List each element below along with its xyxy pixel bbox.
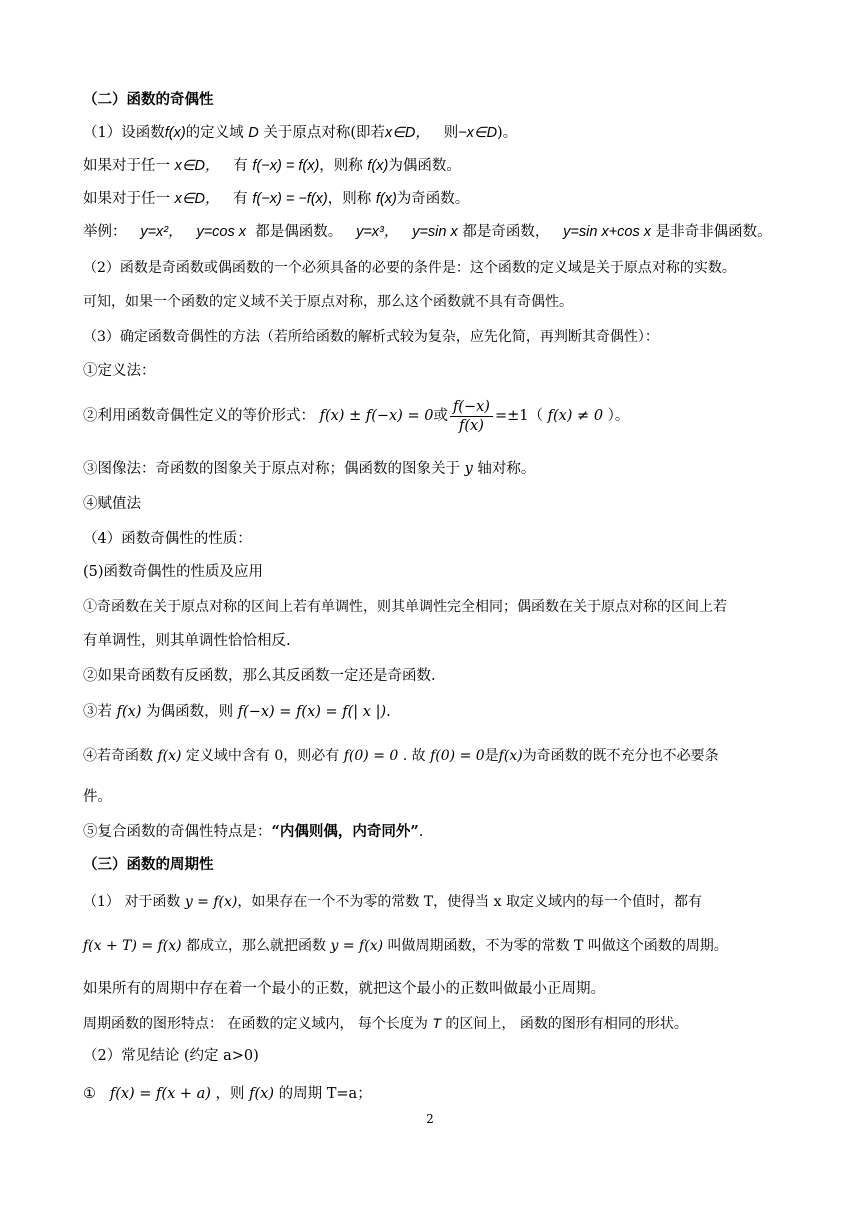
text: 周期函数的图形特点： 在函数的定义域内， 每个长度为 — [83, 1016, 428, 1032]
text: 为偶函数。 — [388, 158, 461, 174]
text: . — [418, 824, 424, 840]
emphasis: “内偶则偶，内奇同外” — [271, 823, 419, 840]
method-2-line — [83, 396, 629, 436]
method-4: ④赋值法 — [83, 496, 141, 512]
paragraph: （2）函数是奇函数或偶函数的一个必须具备的必要的条件是：这个函数的定义域是关于原点对称的实数。 — [83, 260, 736, 276]
text: 举例： — [83, 224, 127, 240]
examples-line — [83, 222, 772, 242]
fraction — [450, 398, 493, 435]
paragraph: （3）确定函数奇偶性的方法（若所给函数的解析式较为复杂，应先化简，再判断其奇偶性）： — [83, 329, 659, 345]
paragraph: （4）函数奇偶性的性质： — [83, 531, 252, 547]
math: f(x) ± f(−x) = 0 — [319, 408, 434, 424]
text: 为奇函数。 — [396, 191, 470, 207]
math: −x∈D — [458, 125, 498, 141]
math: f(0) = 0 — [343, 748, 399, 764]
math: D — [248, 125, 259, 141]
math: f(x) — [116, 704, 142, 720]
paragraph: ②如果奇函数有反函数，那么其反函数一定还是奇函数. — [83, 668, 436, 684]
section-2-title: （二）函数的奇偶性 — [83, 91, 214, 108]
paragraph: ①奇函数在关于原点对称的区间上若有单调性，则其单调性完全相同；偶函数在关于原点对称的区间上若 — [83, 599, 727, 615]
math: f(−x) = f(x) = f(| x |) — [237, 704, 387, 720]
parity-definition-line — [83, 123, 517, 143]
text: ，则称 — [319, 158, 363, 174]
page-number: 2 — [426, 1112, 434, 1126]
text: . 故 — [402, 748, 426, 764]
math: f(x) = f(x + a) — [109, 1086, 211, 1102]
text: ④若奇函数 — [83, 748, 153, 764]
text: 轴对称。 — [477, 461, 536, 477]
text: 都成立，那么就把函数 — [186, 938, 327, 954]
numerator: f(−x) — [450, 398, 493, 417]
text: 是 — [484, 748, 499, 764]
text: 是非奇非偶函数。 — [655, 224, 772, 240]
math: f(x) — [375, 191, 397, 207]
math: f(x) ≠ 0 — [547, 408, 604, 424]
math: y = f(x) — [330, 938, 384, 954]
text: 为奇函数的既不充分也不必要条 — [522, 748, 719, 764]
math: f(x) — [367, 158, 389, 174]
text: 的周期 T=a； — [278, 1086, 372, 1102]
math: f(x) — [157, 748, 182, 764]
math: y — [464, 461, 473, 477]
math: f(x) — [164, 125, 186, 141]
text: 定义域中含有 0，则必有 — [185, 748, 340, 764]
math: y=x³， — [356, 224, 399, 240]
math: =±1 — [494, 408, 529, 424]
periodic-definition-line-2 — [83, 936, 728, 956]
text: 关于原点对称(即若 — [263, 125, 386, 141]
section-3-title: （三）函数的周期性 — [83, 856, 214, 873]
text: ③图像法：奇函数的图象关于原点对称；偶函数的图象关于 — [83, 461, 460, 477]
text: 如果对于任一 — [83, 191, 170, 207]
text: ，则称 — [327, 191, 372, 207]
paragraph: 有单调性，则其单调性恰恰相反. — [83, 633, 291, 649]
text: 如果对于任一 — [83, 158, 170, 174]
text: 则 — [443, 125, 459, 141]
text: 或 — [433, 408, 448, 424]
property-4-line — [83, 746, 719, 766]
math: f(x) — [249, 1086, 275, 1102]
text: 的定义域 — [185, 125, 244, 141]
math: x∈D， — [385, 125, 430, 141]
math: y=cos x — [196, 224, 247, 240]
math: y=sin x+cos x — [563, 224, 652, 240]
method-3-line — [83, 459, 535, 479]
text: ，则 — [215, 1086, 245, 1102]
text: ③若 — [83, 704, 112, 720]
text: （ — [528, 408, 543, 424]
paragraph: 可知，如果一个函数的定义域不关于原点对称，那么这个函数就不具有奇偶性。 — [83, 294, 573, 310]
text: 有 — [233, 191, 248, 207]
even-function-line — [83, 156, 461, 176]
text: )。 — [497, 125, 518, 141]
property-3-line — [83, 702, 391, 722]
math: T — [432, 1015, 441, 1031]
text: 都是奇函数， — [462, 224, 550, 240]
method-1: ①定义法： — [83, 363, 156, 379]
text: ⑤复合函数的奇偶性特点是： — [83, 824, 272, 840]
text: 的区间上， 函数的图形有相同的形状。 — [445, 1016, 688, 1032]
property-5-line — [83, 822, 423, 842]
math: f(0) = 0 — [430, 748, 485, 764]
text: ）。 — [607, 408, 630, 424]
text: （1） 对于函数 — [83, 894, 181, 910]
periodic-graph-line — [83, 1013, 688, 1034]
periodic-definition-line-1 — [83, 892, 702, 912]
paragraph: 如果所有的周期中存在着一个最小的正数，就把这个最小的正数叫做最小正周期。 — [83, 981, 605, 997]
math: y = f(x) — [184, 894, 238, 910]
text: 叫做周期函数，不为零的常数 T 叫做这个函数的周期。 — [387, 938, 728, 954]
math: f(−x) = f(x) — [252, 158, 320, 174]
text: ① — [83, 1086, 96, 1102]
math: x∈D， — [174, 191, 220, 207]
math: y=sin x — [412, 224, 458, 240]
text: 都是偶函数。 — [255, 224, 343, 240]
denominator: f(x) — [459, 417, 484, 434]
text: 为偶函数，则 — [146, 704, 234, 720]
paragraph: 件。 — [83, 789, 112, 805]
math: y=x²， — [140, 224, 183, 240]
text: . — [386, 704, 391, 720]
paragraph: （2）常见结论 (约定 a>0) — [83, 1048, 259, 1064]
math: f(−x) = −f(x) — [252, 191, 328, 207]
paragraph: (5)函数奇偶性的性质及应用 — [83, 564, 264, 580]
odd-function-line — [83, 189, 469, 209]
text: （1）设函数 — [83, 125, 165, 141]
text: 有 — [233, 158, 248, 174]
text: ②利用函数奇偶性定义的等价形式： — [83, 408, 315, 424]
conclusion-1-line — [83, 1084, 372, 1104]
math: f(x) — [498, 748, 523, 764]
math: x∈D， — [174, 158, 220, 174]
math: f(x + T) = f(x) — [83, 938, 182, 954]
text: ，如果存在一个不为零的常数 T，使得当 x 取定义域内的每一个值时，都有 — [237, 894, 702, 910]
